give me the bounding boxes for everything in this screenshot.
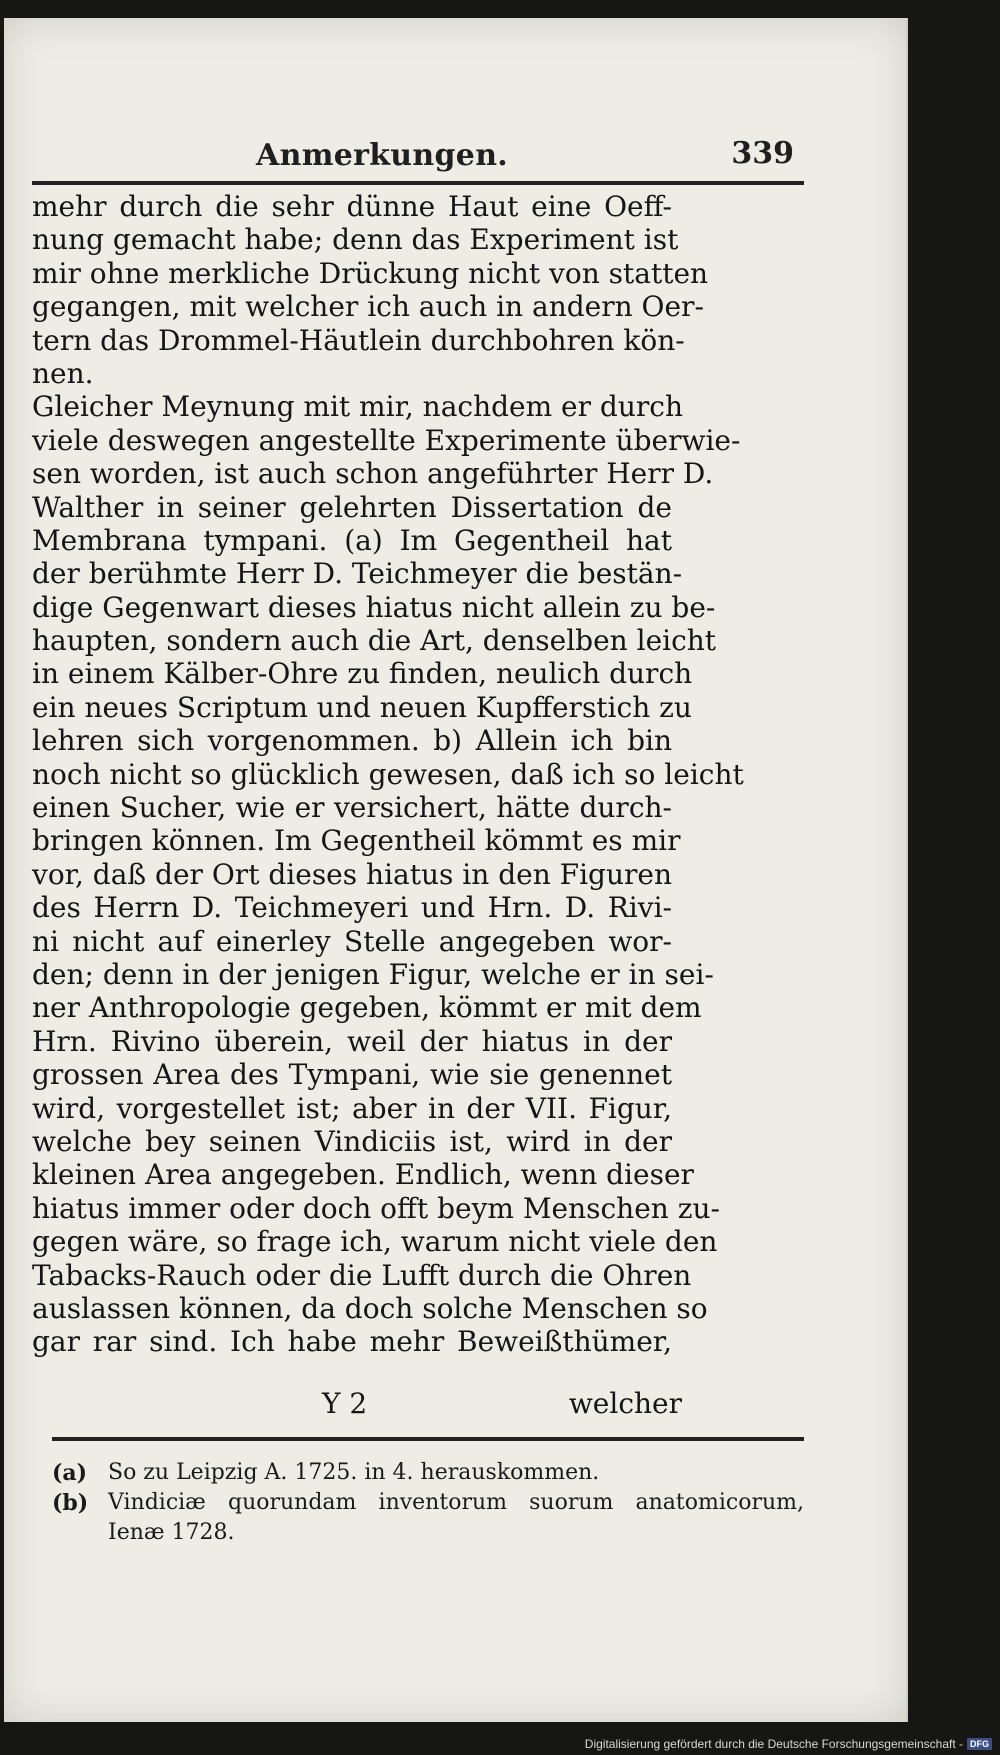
- text-line: ni nicht auf einerley Stelle angegeben wor-: [32, 924, 672, 958]
- text-line: auslassen können, da doch solche Menschen so: [32, 1291, 708, 1325]
- text-line: gegangen, mit welcher ich auch in andern Oer-: [32, 290, 704, 324]
- text-line: einen Sucher, wie er versichert, hätte durch-: [32, 791, 672, 825]
- text-line: hiatus immer oder doch offt beym Menschen zu-: [32, 1191, 720, 1225]
- catchword: welcher: [568, 1387, 682, 1420]
- text-line: mir ohne merkliche Drückung nicht von statten: [32, 256, 709, 290]
- text-line: gar rar sind. Ich habe mehr Beweißthümer,: [32, 1325, 672, 1359]
- signature-mark: Y 2: [322, 1387, 368, 1420]
- text-line: in einem Kälber-Ohre zu finden, neulich durch: [32, 657, 693, 691]
- page-header: [32, 126, 804, 176]
- credit-text: Digitalisierung gefördert durch die Deutsche Forschungsgemeinschaft -: [584, 1737, 963, 1751]
- text-line: vor, daß der Ort dieses hiatus in den Figuren: [32, 857, 672, 891]
- catchline: [32, 1387, 682, 1423]
- text-line: Membrana tympani. (a) Im Gegentheil hat: [32, 523, 672, 557]
- footnote-marker: (a): [52, 1460, 88, 1486]
- text-line: nen.: [32, 356, 94, 390]
- header-rule: [32, 181, 804, 185]
- text-line: bringen können. Im Gegentheil kömmt es mir: [32, 824, 681, 858]
- page-number: 339: [731, 136, 794, 171]
- text-line: kleinen Area angegeben. Endlich, wenn dieser: [32, 1158, 694, 1192]
- footnote-a: [52, 1458, 804, 1488]
- text-line: den; denn in der jenigen Figur, welche er in sei-: [32, 957, 714, 991]
- text-line: grossen Area des Tympani, wie sie genennet: [32, 1058, 672, 1092]
- footnote-text: So zu Leipzig A. 1725. in 4. herauskommen.: [108, 1460, 600, 1485]
- text-line: lehren sich vorgenommen. b) Allein ich bin: [32, 724, 672, 758]
- text-line: Gleicher Meynung mit mir, nachdem er durch: [32, 390, 683, 424]
- running-head: Anmerkungen.: [256, 138, 509, 173]
- text-line: ein neues Scriptum und neuen Kupfferstich zu: [32, 690, 692, 724]
- footnotes: [52, 1458, 804, 1548]
- book-page: [4, 18, 908, 1722]
- text-line: haupten, sondern auch die Art, denselben leicht: [32, 624, 717, 658]
- dfg-logo: DFG: [967, 1738, 992, 1750]
- text-line: viele deswegen angestellte Experimente überwie-: [32, 423, 741, 457]
- text-line: Hrn. Rivino überein, weil der hiatus in der: [32, 1024, 672, 1058]
- text-line: Walther in seiner gelehrten Dissertation de: [32, 490, 672, 524]
- text-line: welche bey seinen Vindiciis ist, wird in der: [32, 1124, 672, 1158]
- text-line: dige Gegenwart dieses hiatus nicht allein zu be-: [32, 590, 716, 624]
- footnote-b: [52, 1488, 804, 1548]
- text-line: tern das Drommel-Häutlein durchbohren kön-: [32, 323, 685, 357]
- text-line: nung gemacht habe; denn das Experiment ist: [32, 223, 679, 257]
- body-text: [32, 190, 744, 1359]
- text-line: mehr durch die sehr dünne Haut eine Oeff-: [32, 190, 672, 223]
- text-line: ner Anthropologie gegeben, kömmt er mit dem: [32, 991, 702, 1025]
- footnote-text: Vindiciæ quorundam inventorum suorum anatomicorum, Ienæ 1728.: [108, 1490, 804, 1545]
- text-line: gegen wäre, so frage ich, warum nicht viele den: [32, 1225, 718, 1259]
- footnote-marker: (b): [52, 1490, 89, 1516]
- text-line: des Herrn D. Teichmeyeri und Hrn. D. Rivi-: [32, 891, 672, 925]
- text-line: sen worden, ist auch schon angeführter Herr D.: [32, 457, 714, 491]
- text-line: noch nicht so glücklich gewesen, daß ich so leicht: [32, 757, 744, 791]
- digitization-credit: [585, 1737, 992, 1751]
- text-line: der berühmte Herr D. Teichmeyer die bestän-: [32, 557, 683, 591]
- footnote-rule: [52, 1437, 804, 1441]
- text-line: Tabacks-Rauch oder die Lufft durch die Ohren: [32, 1258, 692, 1292]
- text-line: wird, vorgestellet ist; aber in der VII. Figur,: [32, 1091, 672, 1125]
